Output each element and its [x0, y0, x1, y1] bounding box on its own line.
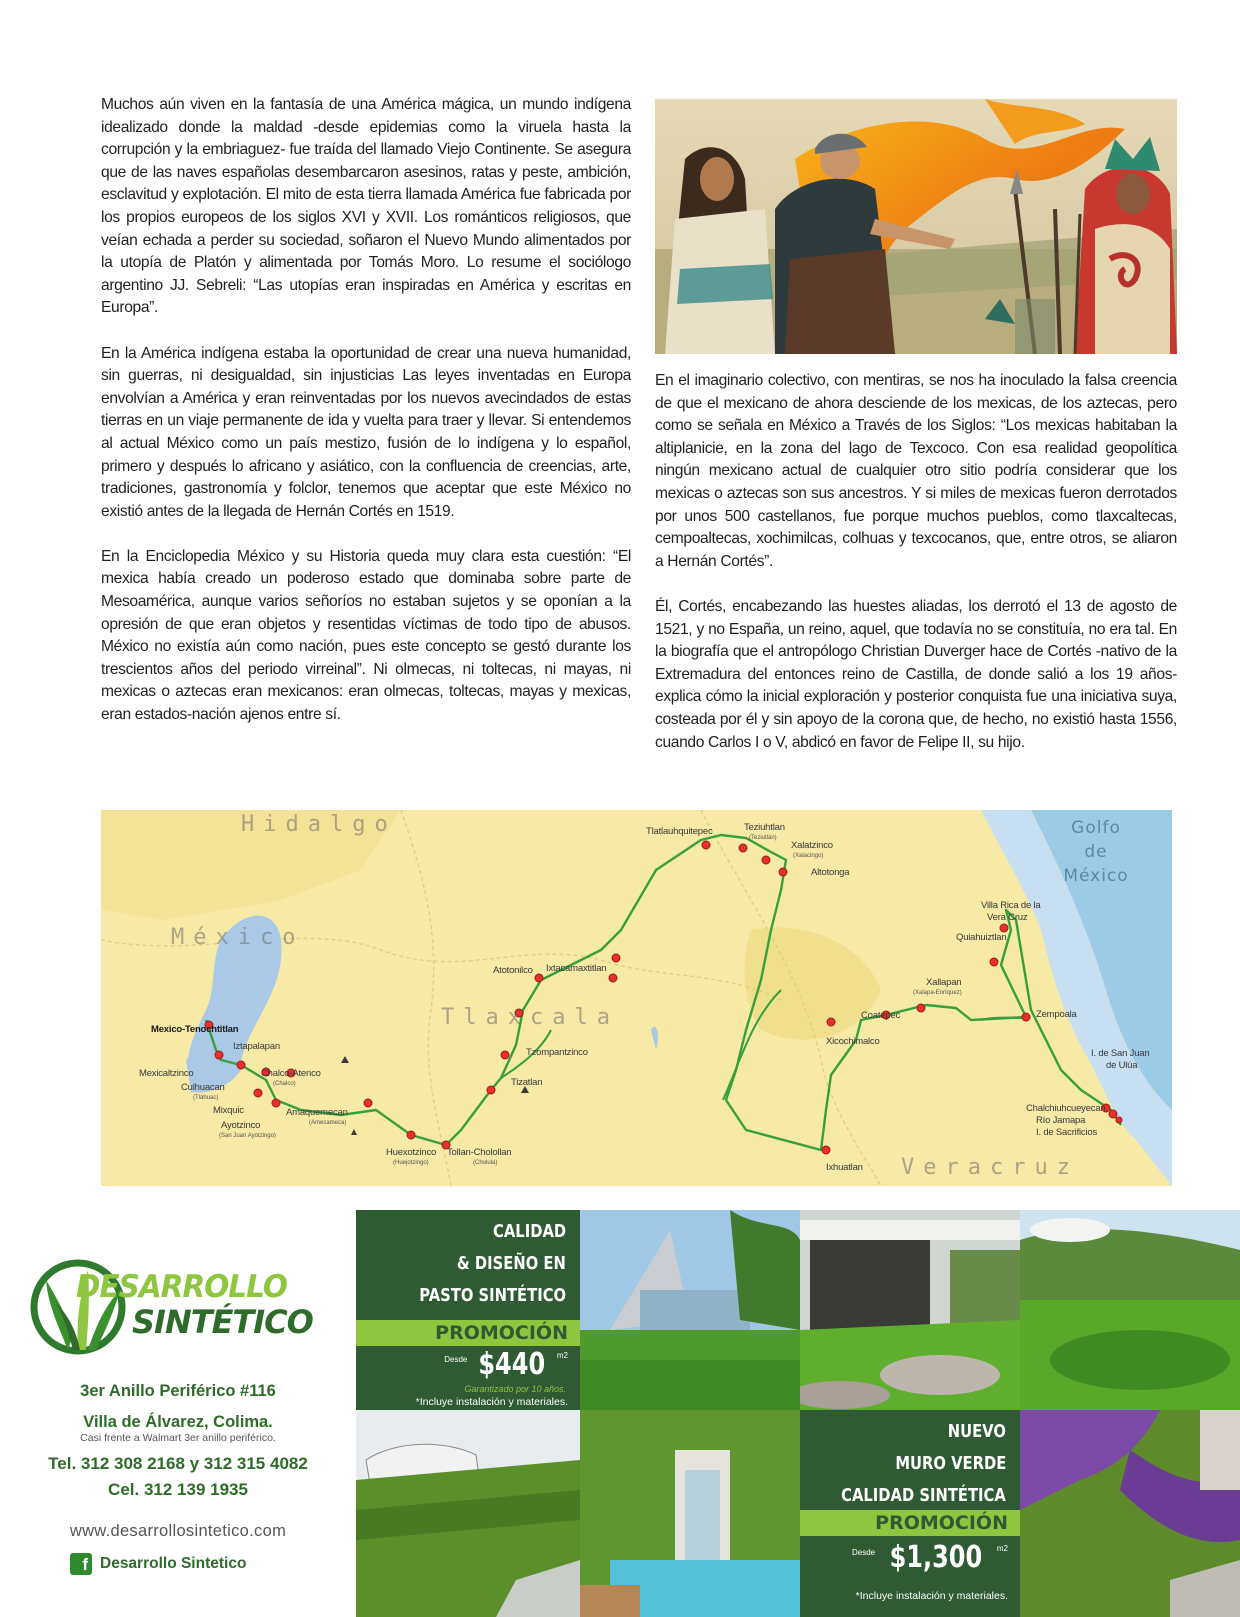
promo-title-line: CALIDAD SINTÉTICA: [841, 1485, 1006, 1506]
place-label: Xallapan: [926, 977, 962, 988]
place-sublabel: (Cholula): [473, 1160, 498, 1166]
place-sublabel: (Huejotzingo): [393, 1160, 429, 1166]
includes-text: *Incluye instalación y materiales.: [855, 1590, 1008, 1602]
place-label: Altotonga: [811, 867, 850, 878]
place-label: Mexicaltzinco: [139, 1068, 194, 1079]
place-sublabel: (Teziutlán): [749, 835, 777, 841]
place-label: Chalchiuhcueyecan: [1026, 1103, 1106, 1114]
place-label: Xicochimalco: [826, 1036, 880, 1047]
article-paragraph: En la Enciclopedia México y su Historia queda muy clara esta cuestión: “El mexica había creado un poderoso estado que dominaba sobre parte de Mesoamérica, aunque varios señoríos no estaban sujetos y se oponían a la opresión de que eran objetos y resentidas víctimas de todo tipo de abusos. México no existía aún como nación, pues este concepto se gestó durante los trescientos años del periodo virreinal”. Ni olmecas, ni toltecas, ni mayas, ni mexicas o aztecas eran mexicanos: eran olmecas, toltecas, mayas y mexicas, eran estados-nación ajenos entre sí.: [101, 547, 631, 724]
logo-text-line2: SINTÉTICO: [132, 1303, 313, 1341]
place-label: Chalco-Atenco: [261, 1068, 321, 1079]
region-label-hidalgo: Hidalgo: [241, 812, 397, 837]
includes-text: *Incluye instalación y materiales.: [415, 1396, 568, 1408]
price-unit: m2: [556, 1351, 568, 1360]
website-link[interactable]: www.desarrollosintetico.com: [69, 1522, 287, 1540]
facebook-link[interactable]: [70, 1552, 300, 1576]
place-label: Atotonilco: [493, 965, 533, 976]
promo-badge: PROMOCIÓN: [356, 1320, 580, 1346]
place-label: Tizatlan: [511, 1077, 543, 1088]
cell-number: Cel. 312 139 1935: [108, 1480, 248, 1499]
promo-title-line: & DISEÑO EN: [457, 1253, 566, 1274]
promo-title-line: MURO VERDE: [895, 1453, 1006, 1474]
place-label: Tzompantzinco: [526, 1047, 588, 1058]
phone-numbers: Tel. 312 308 2168 y 312 315 4082: [48, 1454, 308, 1473]
place-label: Villa Rica de la: [981, 900, 1041, 911]
price-from: Desde: [851, 1548, 876, 1557]
place-label: Iztapalapan: [233, 1041, 280, 1052]
price-value: $440: [478, 1347, 546, 1382]
photo-pool-wall: [580, 1410, 800, 1617]
promo-badge: PROMOCIÓN: [800, 1510, 1020, 1536]
place-label: Tollan-Cholollan: [447, 1147, 512, 1158]
region-label-tlaxcala: Tlaxcala: [441, 1005, 619, 1030]
promo-pasto-panel: [356, 1210, 580, 1410]
promo-title-line: PASTO SINTÉTICO: [419, 1285, 566, 1306]
gulf-label: Golfo de México: [1063, 818, 1129, 886]
place-sublabel: (Tláhuac): [193, 1095, 219, 1101]
photo-church-lawn: [580, 1210, 800, 1410]
place-label: Río Jamapa: [1036, 1115, 1086, 1126]
photo-purple-wall: [1020, 1410, 1240, 1617]
cortes-route-map: [101, 810, 1172, 1186]
place-label: Quiahuiztlan: [956, 932, 1007, 943]
promo-title-line: NUEVO: [947, 1421, 1006, 1442]
photo-terrace-lawn: [800, 1210, 1020, 1410]
article-paragraph: Él, Cortés, encabezando las huestes aliadas, los derrotó el 13 de agosto de 1521, y no España, un reino, aquel, que todavía no se constituía, no era tal. En la biografía que el antropólogo Christian Duverger hace de Cortés -nativo de la Extremadura del entonces reino de Castilla, de donde salió a los 19 años- explica cómo la inicial exploración y posterior conquista fue una iniciativa suya, costeada por él y sin apoyo de la corona que, de hecho, no existió hasta 1556, cuando Carlos I o V, abdicó en favor de Felipe II, su hijo.: [655, 597, 1177, 751]
region-label-veracruz: Veracruz: [901, 1155, 1079, 1180]
advertisement: [0, 1210, 1240, 1617]
place-label: Ayotzinco: [221, 1120, 261, 1131]
place-label: Ixtacamaxtitlan: [546, 963, 607, 974]
price-from: Desde: [444, 1355, 468, 1364]
price-value: $1,300: [889, 1540, 983, 1575]
article-paragraph: En el imaginario colectivo, con mentiras, se nos ha inoculado la falsa creencia de que el mexicano de ahora desciende de los mexicas, de los aztecas, pero como se señala en México a Través de los Siglos: “Los mexicas habitaban la altiplanicie, en la zona del lago de Texcoco. Con esa realidad geopolítica ningún mexicano actual de cualquier otro sitio podría considerar que los mexicas o aztecas son sus ancestros. Y si miles de mexicas fueron derrotados por unos 500 castellanos, fue porque muchos pueblos, como tlaxcaltecas, cempoaltecas, xochimilcas, colhuas y texcocanos, que, entre otros, se aliaron a Hernán Cortés”.: [655, 372, 1177, 570]
place-label: Amaquemecan: [286, 1107, 348, 1118]
place-label: Xalatzinco: [791, 840, 833, 851]
place-label: I. de Sacrificios: [1036, 1127, 1098, 1138]
place-label: de Ulúa: [1106, 1060, 1138, 1071]
photo-car-hedge: [356, 1410, 580, 1617]
place-label: Coatepec: [861, 1010, 901, 1021]
place-label: Vera Cruz: [987, 912, 1028, 923]
place-sublabel: (Xalapa-Enríquez): [913, 990, 962, 996]
address-note: Casi frente a Walmart 3er anillo periférico.: [80, 1432, 276, 1444]
place-label: Ixhuatlan: [826, 1162, 863, 1173]
price-block: [444, 1347, 568, 1382]
historical-painting-image: [655, 99, 1177, 354]
place-sublabel: (Amecameca): [309, 1120, 347, 1126]
article-left-column: [101, 94, 631, 749]
place-label: Culhuacan: [181, 1082, 225, 1093]
facebook-label: Desarrollo Sintetico: [100, 1555, 247, 1572]
facebook-icon: f: [70, 1553, 92, 1575]
promo-muro-panel: [800, 1410, 1020, 1617]
place-label: I. de San Juan: [1091, 1048, 1150, 1059]
photo-garden-lawn: [1020, 1210, 1240, 1410]
region-label-mexico: México: [171, 925, 305, 950]
address-line2: Villa de Álvarez, Colima.: [83, 1413, 273, 1431]
price-unit: m2: [996, 1544, 1008, 1553]
price-block: [852, 1540, 1008, 1575]
article-right-column: [655, 370, 1177, 777]
place-sublabel: (Xalacingo): [793, 853, 824, 859]
place-sublabel: (Chalco): [273, 1081, 296, 1087]
place-sublabel: (San Juan Ayotzingo): [219, 1133, 276, 1139]
article-paragraph: Muchos aún viven en la fantasía de una América mágica, un mundo indígena idealizado donde la maldad -desde epidemias como la viruela hasta la corrupción y la embriaguez- fue traída del llamado Viejo Continente. Se asegura que de las naves españolas desembarcaron asesinos, ratas y peste, ambición, esclavitud y explotación. El mito de esta tierra llamada América fue fabricada por los propios europeos de los siglos XVI y XVII. Los románticos religiosos, que veían echada a perder su sociedad, soñaron el Nuevo Mundo alimentados por la utopía de Platón y alimentada por Tomás Moro. Lo resume el sociólogo argentino JJ. Sebreli: “Las utopías eran inspiradas en América y escritas en Europa”.: [101, 96, 631, 317]
place-label: Mixquic: [213, 1105, 244, 1116]
guarantee-text: Garantizado por 10 años.: [464, 1384, 566, 1394]
place-label: Zempoala: [1036, 1009, 1077, 1020]
article-paragraph: En la América indígena estaba la oportunidad de crear una nueva humanidad, sin guerras, ni desigualdad, sin injusticias Las leyes inventadas en Europa envolvían a América y eran reinventadas por los nuevos avecindados de estas tierras en un viaje permanente de ida y vuelta para traer y llevar. Si entendemos al actual México como un país mestizo, fusión de lo indígena y lo español, primero y después lo africano y asiático, con la confluencia de creencias, arte, tradiciones, gastronomía y folclor, tenemos que aceptar que este México no existió antes de la llegada de Hernán Cortés en 1519.: [101, 344, 631, 520]
place-label: Tlatlauhquitepec: [646, 826, 713, 837]
address-line1: 3er Anillo Periférico #116: [80, 1382, 276, 1400]
place-label: Huexotzinco: [386, 1147, 437, 1158]
promo-title-line: CALIDAD: [492, 1221, 566, 1242]
company-logo: [28, 1255, 328, 1360]
ad-contact-panel: [0, 1210, 356, 1617]
logo-text-line1: DESARROLLO: [76, 1269, 287, 1305]
place-label: Teziuhtlan: [744, 822, 785, 833]
place-label: Mexico-Tenochtitlan: [151, 1024, 239, 1035]
